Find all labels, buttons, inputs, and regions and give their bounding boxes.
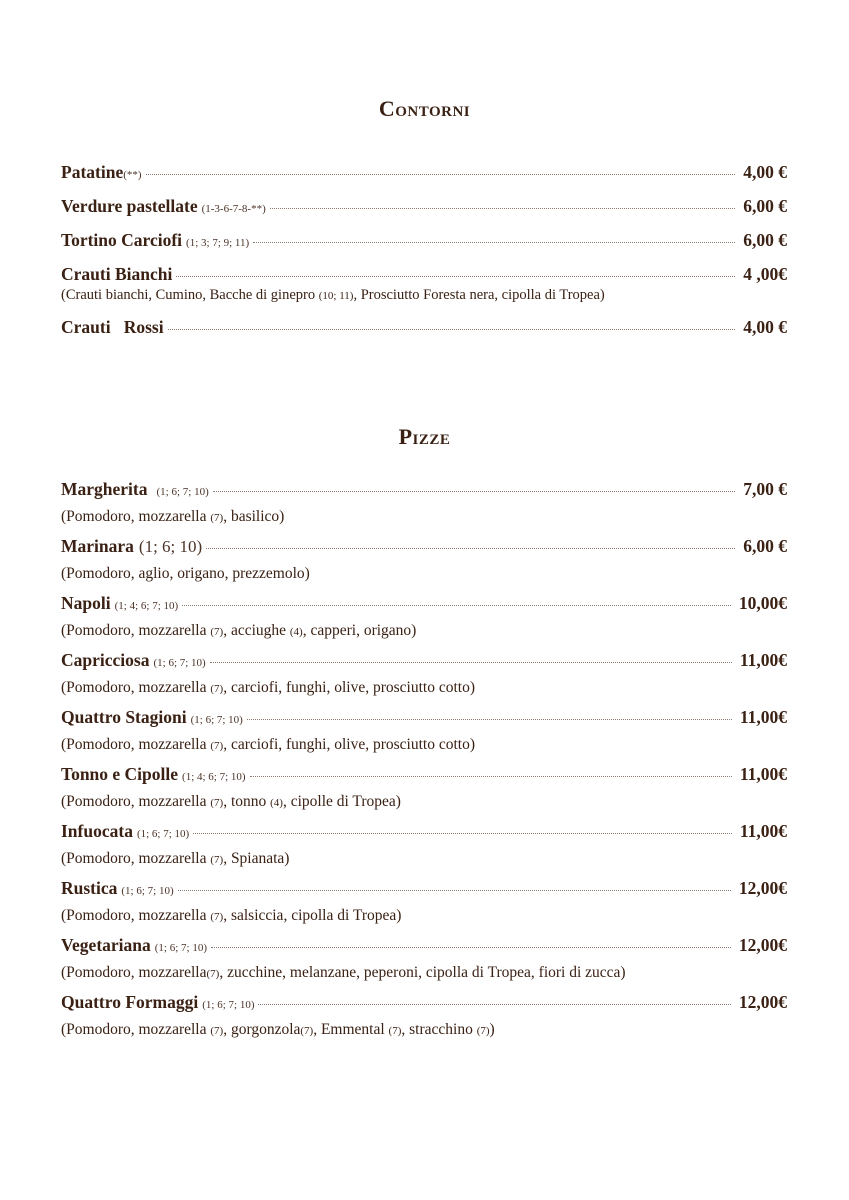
item-price: 7,00 € [743, 479, 787, 499]
desc-allergens: (7) [210, 740, 224, 752]
dot-leader [247, 719, 732, 720]
item-description [61, 850, 289, 868]
item-description [61, 736, 475, 754]
menu-item-crauti-bianchi [61, 264, 787, 286]
desc-allergens: (10; 11) [318, 290, 354, 302]
item-allergens: (1; 6; 10) [138, 537, 203, 556]
item-price: 12,00€ [738, 992, 787, 1012]
dot-leader [176, 276, 735, 277]
item-allergens: (1; 4; 6; 7; 10) [114, 600, 179, 612]
desc-text: ) [489, 1021, 495, 1038]
item-name: Vegetariana [61, 935, 151, 955]
menu-item-pizza [61, 593, 787, 615]
item-price: 11,00€ [739, 764, 787, 784]
item-name: Tortino Carciofi [61, 230, 183, 250]
desc-text: , Prosciutto Foresta nera, cipolla di Tropea) [353, 287, 605, 303]
desc-allergens: (7) [210, 911, 224, 923]
menu-item-pizza [61, 935, 787, 957]
desc-text: , salsiccia, cipolla di Tropea) [223, 907, 402, 924]
desc-allergens: (7) [210, 854, 224, 866]
desc-text: (Crauti bianchi, Cumino, Bacche di ginepro [61, 287, 319, 303]
desc-text: , acciughe [223, 622, 290, 639]
dot-leader [211, 947, 731, 948]
item-description [61, 793, 401, 811]
desc-text: (Pomodoro, mozzarella [61, 508, 211, 525]
desc-text: (Pomodoro, mozzarella [61, 793, 211, 810]
desc-text: , gorgonzola [223, 1021, 301, 1038]
section-title-pizze: Pizze [398, 424, 451, 449]
item-name: Verdure pastellate [61, 196, 198, 216]
desc-text: (Pomodoro, mozzarella [61, 1021, 211, 1038]
menu-item-pizza [61, 707, 787, 729]
menu-item-crauti-rossi [61, 317, 787, 339]
item-description [61, 907, 401, 925]
dot-leader [250, 776, 732, 777]
item-price: 6,00 € [743, 230, 787, 250]
menu-item-verdure-pastellate [61, 196, 787, 218]
desc-text: , stracchino [401, 1021, 477, 1038]
desc-allergens: (4) [270, 797, 283, 809]
item-description [61, 679, 475, 697]
item-name: Crauti Rossi [61, 317, 164, 337]
item-price: 12,00€ [738, 878, 787, 898]
dot-leader [253, 242, 735, 243]
desc-text: (Pomodoro, mozzarella [61, 964, 207, 981]
desc-text: (Pomodoro, mozzarella [61, 736, 211, 753]
desc-allergens: (7) [388, 1025, 402, 1037]
desc-text: , Emmental [313, 1021, 389, 1038]
item-name: Capricciosa [61, 650, 150, 670]
item-allergens: (1; 6; 7; 10) [153, 657, 206, 669]
dot-leader [258, 1004, 730, 1005]
dot-leader [193, 833, 732, 834]
item-name: Quattro Stagioni [61, 707, 187, 727]
item-name: Margherita [61, 479, 148, 499]
item-allergens: (1; 6; 7; 10) [190, 714, 243, 726]
item-name: Marinara [61, 536, 134, 556]
item-allergens: (1-3-6-7-8-**) [201, 203, 266, 215]
item-price: 6,00 € [743, 196, 787, 216]
item-price: 12,00€ [738, 935, 787, 955]
dot-leader [182, 605, 731, 606]
dot-leader [178, 890, 731, 891]
dot-leader [210, 662, 732, 663]
desc-allergens: (7) [206, 968, 220, 980]
desc-text: (Pomodoro, mozzarella [61, 907, 211, 924]
item-name: Tonno e Cipolle [61, 764, 179, 784]
dot-leader [206, 548, 735, 549]
item-description [61, 1021, 495, 1039]
menu-item-pizza [61, 536, 787, 558]
desc-allergens: (7) [210, 1025, 224, 1037]
desc-text: , basilico) [223, 508, 285, 525]
item-description [61, 287, 605, 304]
item-price: 11,00€ [739, 821, 787, 841]
desc-allergens: (7) [210, 626, 224, 638]
item-description [61, 964, 626, 982]
desc-allergens: (4) [289, 626, 303, 638]
desc-text: , carciofi, funghi, olive, prosciutto cotto) [223, 679, 475, 696]
item-name: Patatine [61, 162, 124, 182]
menu-item-pizza [61, 992, 787, 1014]
item-description [61, 622, 416, 640]
item-allergens: (1; 3; 7; 9; 11) [186, 237, 250, 249]
dot-leader [168, 329, 736, 330]
desc-text: (Pomodoro, mozzarella [61, 679, 211, 696]
item-price: 6,00 € [743, 536, 787, 556]
item-description [61, 508, 284, 526]
item-price: 4,00 € [743, 317, 787, 337]
item-name: Infuocata [61, 821, 133, 841]
dot-leader [146, 174, 736, 175]
item-name: Rustica [61, 878, 118, 898]
desc-allergens: (7) [210, 797, 224, 809]
item-price: 4,00 € [743, 162, 787, 182]
item-allergens: (1; 6; 7; 10) [154, 942, 208, 954]
menu-item-pizza [61, 650, 787, 672]
desc-allergens: (7) [476, 1025, 490, 1037]
menu-item-pizza [61, 764, 787, 786]
item-name: Napoli [61, 593, 111, 613]
desc-text: (Pomodoro, aglio, origano, prezzemolo) [61, 565, 310, 582]
desc-text: (Pomodoro, mozzarella [61, 622, 211, 639]
desc-allergens: (7) [300, 1025, 314, 1037]
desc-text: , capperi, origano) [302, 622, 417, 639]
desc-allergens: (7) [210, 512, 224, 524]
item-price: 11,00€ [739, 650, 787, 670]
menu-item-pizza [61, 479, 787, 501]
menu-item-patatine [61, 162, 787, 184]
item-allergens: (1; 6; 7; 10) [136, 828, 190, 840]
item-allergens: (1; 4; 6; 7; 10) [182, 771, 246, 783]
item-price: 11,00€ [739, 707, 787, 727]
item-price: 10,00€ [738, 593, 787, 613]
desc-text: , carciofi, funghi, olive, prosciutto cotto) [223, 736, 475, 753]
menu-item-tortino-carciofi [61, 230, 787, 252]
item-allergens: (1; 6; 7; 10) [202, 999, 255, 1011]
dot-leader [270, 208, 736, 209]
item-allergens: (**) [123, 169, 142, 181]
section-title-contorni: Contorni [378, 96, 471, 121]
desc-text: , Spianata) [223, 850, 290, 867]
desc-text: (Pomodoro, mozzarella [61, 850, 211, 867]
item-name: Crauti Bianchi [61, 264, 173, 284]
menu-item-pizza [61, 878, 787, 900]
desc-text: , zucchine, melanzane, peperoni, cipolla di Tropea, fiori di zucca) [219, 964, 626, 981]
item-allergens: (1; 6; 7; 10) [121, 885, 174, 897]
menu-item-pizza [61, 821, 787, 843]
dot-leader [213, 491, 736, 492]
item-allergens: (1; 6; 7; 10) [156, 486, 209, 498]
item-name: Quattro Formaggi [61, 992, 199, 1012]
desc-text: , tonno [223, 793, 271, 810]
item-description [61, 565, 310, 583]
item-price: 4 ,00€ [743, 264, 787, 284]
desc-allergens: (7) [210, 683, 224, 695]
desc-text: , cipolle di Tropea) [282, 793, 401, 810]
